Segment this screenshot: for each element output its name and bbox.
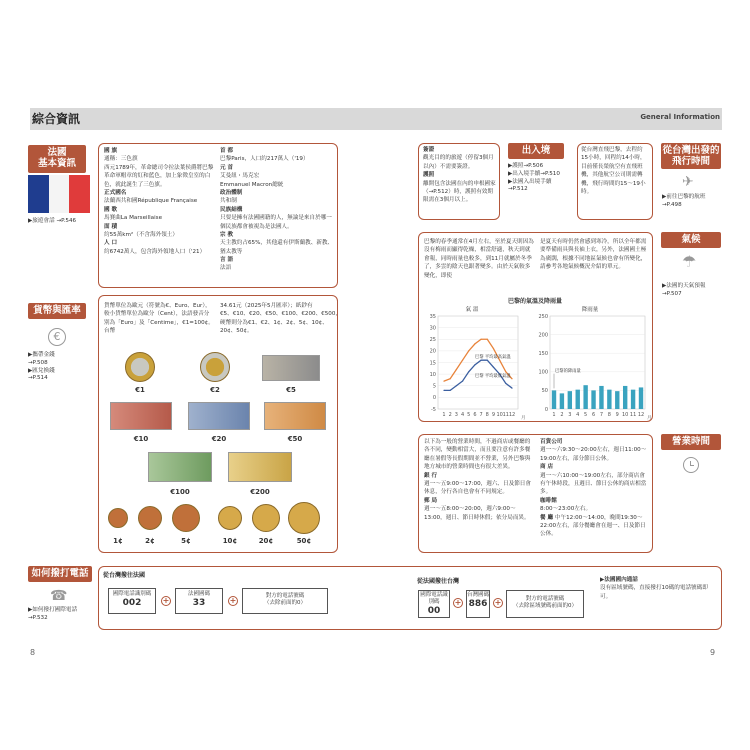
plus-icon: + [494,598,502,607]
airplane-icon: ✈ [682,174,694,190]
flights-link[interactable]: ▶前往巴黎的航班 →P.498 [662,194,706,208]
temp-y-tick: 0 [432,395,436,402]
temp-point [493,367,494,368]
fr-intl-prefix-box: 國際電話識別碼 00 [418,590,450,618]
temp-point [462,360,463,361]
note-10-euro [110,402,172,430]
temp-point [487,339,488,340]
coin-10-cent [218,506,242,530]
rain-bar [591,390,595,409]
rain-plot-frame [550,316,645,409]
temp-point [450,378,451,379]
temp-point [456,385,457,386]
temp-y-tick: 35 [429,313,436,320]
euro-icon: € [48,328,66,346]
rain-y-tick: 150 [538,351,548,357]
basic-info-tag: 法國 基本資訊 [28,145,86,173]
rain-x-tick: 3 [568,412,572,418]
climate-chart [420,294,650,422]
rain-x-tick: 1 [552,412,556,418]
tw-country-code-box: 台灣國碼 886 [466,590,490,618]
temp-y-tick: 20 [429,348,436,355]
temp-point [474,364,475,365]
phone-tag: 如何撥打電話 [28,566,92,582]
label-5-euro: €5 [286,386,296,394]
label-10-cent: 10¢ [222,537,238,545]
temp-x-tick: 3 [454,412,458,418]
temp-x-tick: 11 [502,412,510,418]
temp-point [450,390,451,391]
label-200-euro: €200 [250,488,270,496]
temp-y-tick: 10 [429,371,436,378]
rain-bar [639,387,643,409]
temp-point [456,369,457,370]
rain-bar [552,390,556,409]
label-1-euro: €1 [135,386,145,394]
temp-x-tick: 9 [491,412,496,418]
label-20-cent: 20¢ [258,537,274,545]
currency-text-2: 34.61元（2025年5月匯率）；紙鈔有€5、€10、€20、€50、€100、€200、€500，硬幣則分為€1、€2、1¢、2¢、5¢、10¢、20¢、50¢。 [220,303,342,335]
rain-y-tick: 50 [541,388,548,395]
temp-x-tick: 4 [460,412,465,418]
label-10-euro: €10 [133,435,149,443]
note-50-euro [264,402,326,430]
chart-title: 巴黎的氣溫及降雨量 [507,298,563,305]
coin-20-cent [252,504,280,532]
visa-text: 簽證 觀光目的的旅遊（停留3個月以內）不需要簽證。 護照 離開包含法國在內的申根國家（→P.512）時，護照有效期限需在3個月以上。 [423,147,496,204]
coin-5-cent [172,504,200,532]
hours-col1: 以下為一般的營業時間，不過商店或餐廳的各不同，變動相當大，而且要注意有許多餐廳在暑假等長假期間並不營業，另外巴黎與地方城市的營業時間也有很大差異。 銀 行 週一〜五9:00〜17:00，週六、日及節日會休息，分行各自也會有不同規定。 郵 局 週一〜五8:00〜20:00，週六9:00〜13:00，週日、節日時休假；依分局而異。 [424,439,531,521]
temp-x-tick: 1 [442,412,446,418]
temp-point [443,381,444,382]
temp-x-tick: 6 [473,412,477,418]
rain-series-label: 巴黎的降雨量 [555,368,581,374]
temp-y-tick: -5 [431,406,436,413]
note-5-euro [262,355,320,381]
note-100-euro [148,452,212,482]
temp-y-tick: 30 [429,325,436,332]
rain-bar [583,385,587,409]
temp-point [493,348,494,349]
label-2-cent: 2¢ [145,537,155,545]
label-50-euro: €50 [287,435,303,443]
fr-to-tw-title: 從法國撥往台灣 [417,578,460,585]
rain-bar [615,391,619,409]
hours-tag: 營業時間 [661,434,721,450]
rain-x-unit: 月 [647,416,652,421]
temp-point [511,387,512,388]
plus-icon: + [162,596,170,605]
temp-x-tick: 8 [485,412,489,418]
domestic-call-note: ▶法國國內通話 沒有區域號碼，直接撥打10碼的電話號碼即可。 [600,577,708,600]
flight-time-tag: 從台灣出發的 飛行時間 [662,145,720,168]
tw-intl-prefix-box: 國際電話識別碼 002 [108,588,156,614]
rain-y-tick: 200 [538,332,548,339]
label-1-cent: 1¢ [113,537,123,545]
weather-link[interactable]: ▶法國的天氣預報 →P.507 [662,283,706,297]
rain-bar [631,390,635,409]
label-5-cent: 5¢ [181,537,191,545]
page-number-right: 9 [710,648,716,657]
coin-50-cent [288,502,320,534]
temp-point [468,371,469,372]
temp-point [462,381,463,382]
temp-point [474,343,475,344]
rain-bar [599,386,603,409]
temp-x-tick: 5 [467,412,471,418]
currency-links[interactable]: ▶攜帶金錢 →P.508 ▶匯兌換錢 →P.514 [28,352,55,382]
rain-x-tick: 9 [615,412,619,418]
label-100-euro: €100 [170,488,190,496]
temp-x-tick: 7 [479,412,483,418]
travel-phrases-link[interactable]: ▶旅遊會話 →P.546 [28,218,77,224]
rain-bar [576,390,580,409]
entry-tag: 出入境 [508,143,564,159]
rain-x-tick: 10 [621,412,629,418]
page-title: 綜合資訊 [32,112,81,126]
basic-info-col2: 首 都 巴黎Paris，人口約217萬人（'19） 元 首 艾曼紐・馬克宏 Emmanuel Macron總統 政治體制 共和制 民族結構 只要是擁有法國國籍的人，無論是來自於哪一個民族都會被視為是法國人。 宗 教 天主教約占65%，其他還有伊斯蘭教、新教、猶太教等 言 語 法語 [220,148,334,272]
label-20-euro: €20 [211,435,227,443]
climate-text-1: 巴黎的春季通常在4月左右，至於夏天則因為沒有梅雨而顯得乾燥，相當舒適，秋天到就會報，同時雨量也較多，到11月就屬於冬季了，多雲的陰天也跟著變多。由於天氣較多變化，即使 [424,239,534,279]
hours-col2: 百貨公司 週一〜六9:30〜20:00左右，週日11:00〜19:00左右，部分節日公休。 商 店 週一〜六10:00〜19:00左右，部分商店會有午休時段，且週日、節日公休的商店相當多。 咖啡館 8:00〜23:00左右。 餐 廳 中午12:00〜14:00，晚間19:30〜22:00左右，部分餐廳會在週一、日及節日公休。 [540,439,647,538]
note-200-euro [228,452,292,482]
umbrella-icon: ☂ [682,252,697,271]
temp-series-label: 巴黎 平均最高氣溫 [474,354,511,360]
entry-links[interactable]: ▶護照→P.506 ▶出入境手續→P.510 ▶法國入出境手續 →P.512 [508,163,560,193]
tw-to-fr-title: 從台灣撥往法國 [103,572,146,579]
telephone-icon: ☎ [50,588,68,604]
temp-point [468,350,469,351]
fr-local-number-box: 對方的電話號碼 （去除前面的0） [242,588,328,614]
flight-text: 從台灣直飛巴黎，去程約15小時，回程約14小時，目前僅長榮航空有直飛班機，其他航空公司則需轉機，飛行時間約15〜19小時。 [581,147,646,195]
rain-panel-label: 降雨量 [581,307,599,313]
temp-point [505,371,506,372]
rain-x-tick: 11 [629,412,637,418]
rain-x-tick: 2 [560,412,564,418]
temp-x-tick: 2 [448,412,452,418]
rain-bar [560,393,564,409]
fr-country-code-box: 法國國碼 33 [175,588,223,614]
temp-point [480,339,481,340]
coin-2-euro [200,352,230,382]
currency-tag: 貨幣與匯率 [28,303,86,319]
basic-info-col1: 國 旗 通稱：三色旗 西元1789年，革命總司令拉法葉侯爵將巴黎革命軍帽章的紅和藍色，加上象徵皇室的白色，就此誕生了三色旗。 正式國名 法蘭西共和國République Française 國 歌 馬賽曲La Marseillaise 面 積 約55萬km²（不含海外領土） 人 口 約6742萬人，包含海外領地人口（'21） [104,148,214,255]
plus-icon: + [454,598,462,607]
temp-y-tick: 5 [432,383,436,390]
plus-icon: + [229,596,237,605]
temp-point [487,360,488,361]
climate-text-2: 是夏天有時仍然會感到寒冷，所以全年都需要準備雨具與長袖上衣，另外，法國國土極為廣闊，根據不同地區氣候也會有所變化，請參考各地氣候概況介紹的單元。 [540,239,647,271]
coin-1-euro [125,352,155,382]
temp-point [443,390,444,391]
label-50-cent: 50¢ [296,537,312,545]
temp-y-tick: 15 [429,360,436,367]
temp-point [480,360,481,361]
rain-y-tick: 100 [538,369,548,376]
tw-local-number-box: 對方的電話號碼 （去除區域號碼前面的0） [506,590,584,618]
coin-1-cent [108,508,128,528]
rain-x-tick: 7 [599,412,604,418]
rain-x-tick: 12 [637,412,645,418]
intl-call-link[interactable]: ▶如何撥打國際電話 →P.532 [28,607,78,621]
temp-point [505,383,506,384]
rain-x-tick: 5 [584,412,588,418]
temp-x-tick: 10 [496,412,503,418]
rain-x-tick: 8 [607,412,611,418]
note-20-euro [188,402,250,430]
label-2-euro: €2 [210,386,220,394]
rain-bar [623,386,627,409]
climate-tag: 氣候 [661,232,721,248]
rain-y-tick: 250 [538,313,548,320]
rain-bar [607,390,611,409]
temp-point [511,378,512,379]
temp-x-unit: 月 [521,416,526,421]
page-number-left: 8 [30,648,36,657]
rain-y-tick: 0 [544,406,548,413]
clock-icon [683,457,699,473]
coin-2-cent [138,506,162,530]
rain-bar [568,391,572,409]
temp-x-tick: 12 [508,412,516,418]
rain-x-tick: 6 [591,412,596,418]
temp-series-label: 巴黎 平均最低氣溫 [474,373,511,379]
france-flag-icon [28,175,90,213]
rain-x-tick: 4 [576,412,580,418]
currency-text-1: 貨幣單位為歐元（符號為€、Euro、Eur），較小貨幣單位為歐分（Cent），法語發音分別為「Euro」及「Centime」，€1=100¢。台幣 [104,303,214,335]
page-subtitle: General Information [640,113,720,121]
temp-y-tick: 25 [429,337,436,344]
temp-panel-label: 氣 溫 [465,307,479,313]
